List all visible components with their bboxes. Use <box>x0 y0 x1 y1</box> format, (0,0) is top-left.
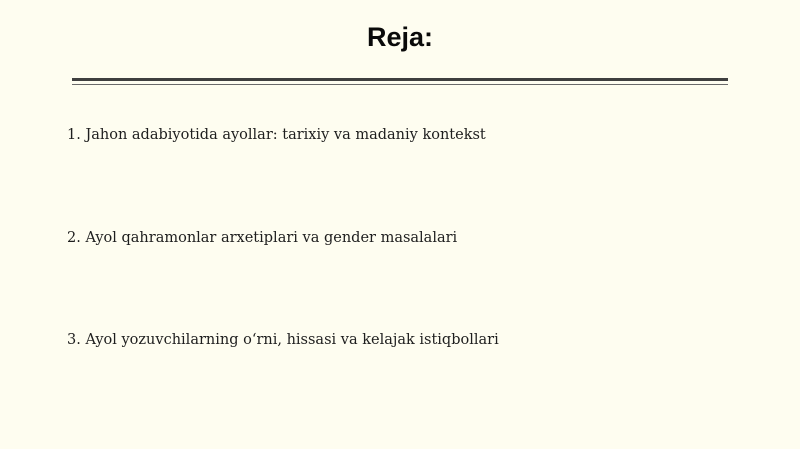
plan-item-2: 2. Ayol qahramonlar arxetiplari va gender masalalari <box>67 230 458 246</box>
title-divider-thin <box>72 84 728 85</box>
plan-item-3: 3. Ayol yozuvchilarning o‘rni, hissasi va kelajak istiqbollari <box>67 332 499 348</box>
slide-title: Reja: <box>366 22 434 52</box>
plan-item-1: 1. Jahon adabiyotida ayollar: tarixiy va madaniy kontekst <box>67 127 486 143</box>
title-divider-thick <box>72 78 728 81</box>
